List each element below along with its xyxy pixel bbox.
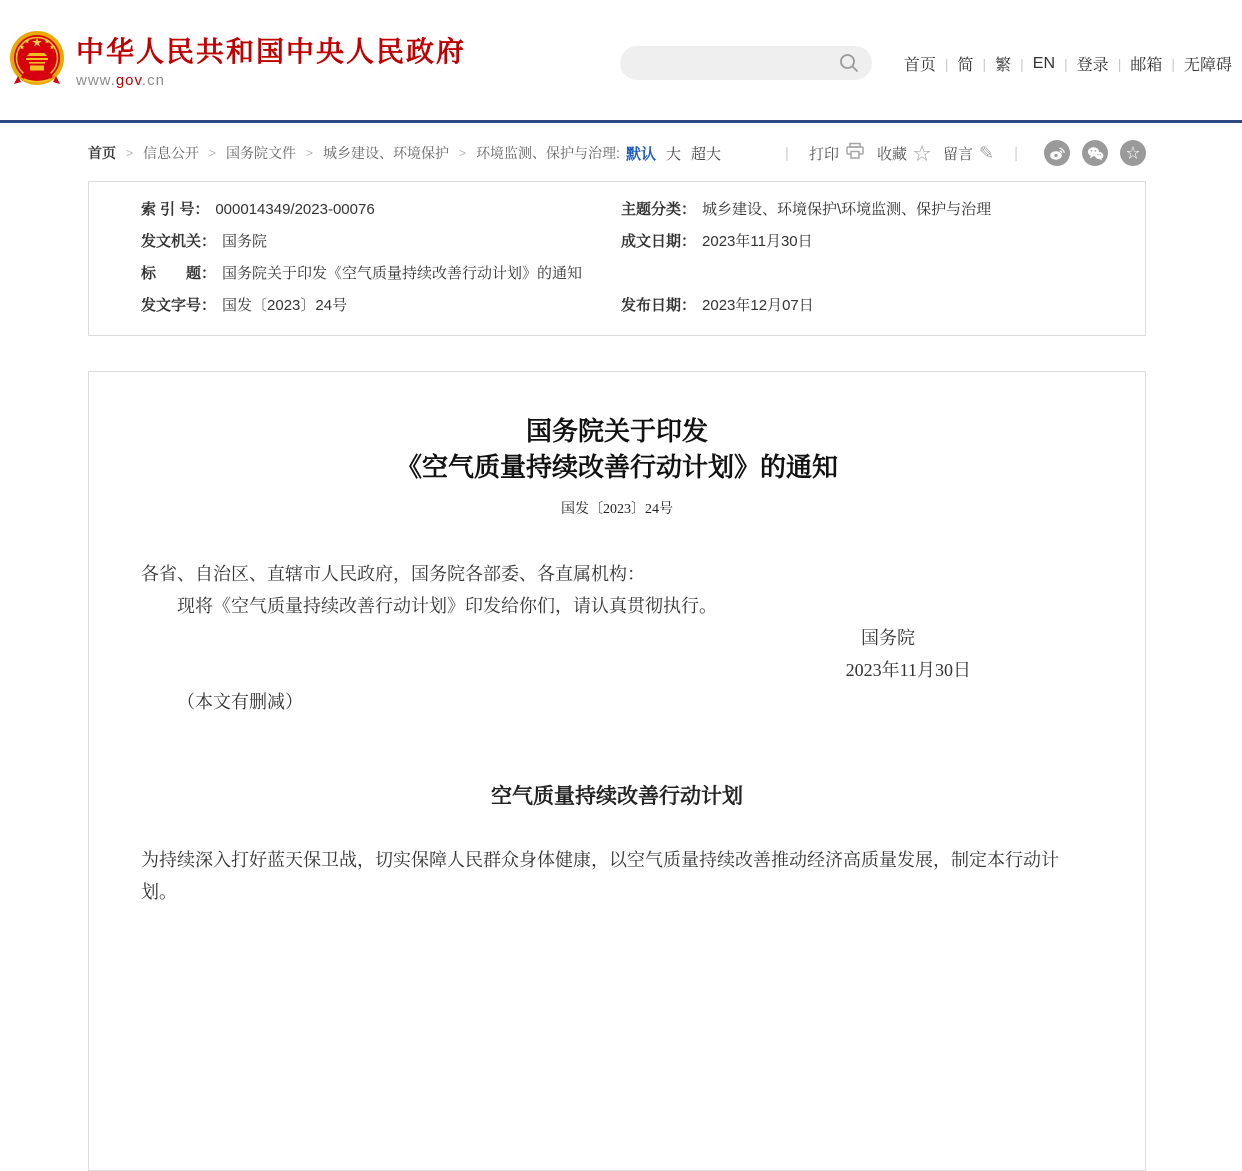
meta-label: 标 题： bbox=[141, 265, 217, 282]
site-logo[interactable] bbox=[8, 27, 466, 93]
meta-value: 国务院关于印发《空气质量持续改善行动计划》的通知 bbox=[222, 265, 583, 282]
nav-simplified[interactable]: 简 bbox=[957, 57, 974, 74]
plan-intro-paragraph: 为持续深入打好蓝天保卫战，切实保障人民群众身体健康，以空气质量持续改善推动经济高质量发展，制定本行动计划。 bbox=[141, 850, 1059, 902]
signature-name: 国务院 bbox=[861, 628, 915, 648]
site-title: 中华人民共和国中央人民政府 bbox=[76, 36, 467, 67]
search-input[interactable] bbox=[620, 55, 838, 71]
meta-written-date bbox=[621, 232, 1125, 251]
logo-text bbox=[76, 27, 466, 89]
breadcrumb-toolbar bbox=[88, 140, 1146, 166]
nav-english[interactable]: EN bbox=[1032, 54, 1056, 72]
nav-separator: | bbox=[1064, 55, 1068, 72]
breadcrumb-env-monitoring[interactable]: 环境监测、保护与治理: bbox=[476, 145, 620, 161]
nav-mail[interactable]: 邮箱 bbox=[1130, 57, 1163, 74]
header-divider bbox=[0, 120, 1242, 123]
meta-value: 2023年11月30日 bbox=[702, 233, 813, 250]
search-icon[interactable] bbox=[838, 52, 860, 74]
meta-empty-cell bbox=[621, 264, 1125, 283]
nav-home[interactable]: 首页 bbox=[903, 57, 936, 74]
meta-document-number bbox=[141, 296, 621, 315]
favorite-button[interactable] bbox=[877, 140, 931, 166]
print-label: 打印 bbox=[808, 145, 839, 163]
svg-text:★: ★ bbox=[32, 38, 42, 49]
nav-accessibility[interactable]: 无障碍 bbox=[1183, 57, 1232, 74]
tools-separator: | bbox=[785, 144, 789, 162]
meta-label: 发布日期： bbox=[621, 297, 697, 314]
meta-label: 成文日期： bbox=[621, 233, 697, 250]
meta-label: 发文机关： bbox=[141, 233, 217, 250]
star-icon: ☆ bbox=[912, 144, 931, 164]
meta-topic-category bbox=[621, 200, 1125, 219]
document-number: 国发〔2023〕24号 bbox=[561, 502, 673, 517]
meta-index-number bbox=[141, 200, 621, 219]
nav-separator: | bbox=[1171, 55, 1175, 72]
nav-separator: | bbox=[944, 55, 949, 72]
share-star-icon: ☆ bbox=[1126, 145, 1140, 161]
breadcrumb-urban-environment[interactable]: 城乡建设、环境保护 bbox=[323, 145, 450, 161]
meta-value: 2023年12月07日 bbox=[702, 297, 814, 314]
svg-text:★: ★ bbox=[19, 45, 25, 51]
pencil-icon: ✎ bbox=[979, 142, 995, 163]
comment-button[interactable] bbox=[943, 143, 994, 164]
meta-label: 发文字号： bbox=[141, 297, 217, 314]
tools-separator: | bbox=[1014, 144, 1018, 162]
meta-label: 主题分类： bbox=[621, 201, 697, 218]
comment-label: 留言 bbox=[942, 145, 973, 163]
document-content-card bbox=[88, 371, 1146, 1171]
nav-separator: | bbox=[982, 55, 987, 72]
breadcrumb-separator: > bbox=[459, 146, 467, 160]
weibo-icon bbox=[1049, 145, 1066, 161]
svg-text:★: ★ bbox=[44, 39, 50, 45]
font-size-default-button[interactable]: 默认 bbox=[625, 145, 656, 163]
favorite-label: 收藏 bbox=[876, 145, 907, 163]
print-button[interactable] bbox=[809, 142, 865, 165]
salutation: 各省、自治区、直辖市人民政府，国务院各部委、各直属机构： bbox=[141, 564, 645, 584]
share-wechat-button[interactable] bbox=[1082, 140, 1108, 166]
nav-separator: | bbox=[1117, 55, 1122, 72]
nav-traditional[interactable]: 繁 bbox=[995, 57, 1012, 74]
top-nav bbox=[904, 52, 1232, 75]
nav-separator: | bbox=[1020, 55, 1024, 72]
document-title-line2: 《空气质量持续改善行动计划》的通知 bbox=[395, 453, 838, 482]
plan-section-title: 空气质量持续改善行动计划 bbox=[491, 785, 743, 808]
body-paragraph: 现将《空气质量持续改善行动计划》印发给你们，请认真贯彻执行。 bbox=[177, 596, 717, 616]
breadcrumb bbox=[88, 143, 721, 164]
document-body bbox=[141, 558, 1093, 718]
breadcrumb-state-council-docs[interactable]: 国务院文件 bbox=[226, 145, 297, 161]
share-weibo-button[interactable] bbox=[1044, 140, 1070, 166]
search-box[interactable] bbox=[620, 46, 872, 80]
document-title bbox=[141, 414, 1093, 486]
meta-value: 国务院 bbox=[222, 233, 268, 250]
national-emblem-icon bbox=[8, 27, 66, 93]
plan-section-body bbox=[141, 844, 1093, 908]
site-url-cn: .cn bbox=[141, 72, 165, 89]
svg-text:★: ★ bbox=[49, 45, 55, 51]
redaction-note: （本文有删减） bbox=[177, 692, 303, 712]
document-title-line1: 国务院关于印发 bbox=[525, 417, 708, 446]
share-group bbox=[1032, 140, 1146, 166]
meta-value: 国发〔2023〕24号 bbox=[222, 297, 348, 314]
meta-value: 000014349/2023-00076 bbox=[215, 201, 375, 218]
page-tools bbox=[771, 140, 1146, 166]
breadcrumb-separator: > bbox=[126, 146, 134, 160]
meta-value: 城乡建设、环境保护\环境监测、保护与治理 bbox=[702, 201, 992, 218]
meta-issuing-agency bbox=[141, 232, 621, 251]
nav-login[interactable]: 登录 bbox=[1076, 57, 1109, 74]
site-url-www: www. bbox=[76, 72, 116, 89]
font-size-xlarge-button[interactable]: 超大 bbox=[690, 145, 721, 163]
signature-date: 2023年11月30日 bbox=[845, 660, 971, 680]
meta-label: 索 引 号： bbox=[141, 201, 210, 218]
meta-title bbox=[141, 264, 621, 283]
breadcrumb-separator: > bbox=[209, 146, 217, 160]
svg-text:★: ★ bbox=[24, 39, 30, 45]
breadcrumb-home[interactable]: 首页 bbox=[88, 145, 116, 161]
font-size-large-button[interactable]: 大 bbox=[665, 145, 681, 163]
printer-icon bbox=[845, 142, 865, 165]
font-size-controls bbox=[626, 143, 721, 164]
breadcrumb-separator: > bbox=[306, 146, 314, 160]
site-url-gov: gov bbox=[115, 72, 142, 89]
wechat-icon bbox=[1087, 146, 1104, 161]
breadcrumb-info-disclosure[interactable]: 信息公开 bbox=[143, 145, 200, 161]
share-favorite-button[interactable] bbox=[1120, 140, 1146, 166]
meta-publish-date bbox=[621, 296, 1125, 315]
metadata-grid bbox=[141, 200, 1125, 315]
site-header bbox=[0, 0, 1242, 120]
document-metadata-card bbox=[88, 181, 1146, 336]
site-url bbox=[76, 72, 466, 89]
